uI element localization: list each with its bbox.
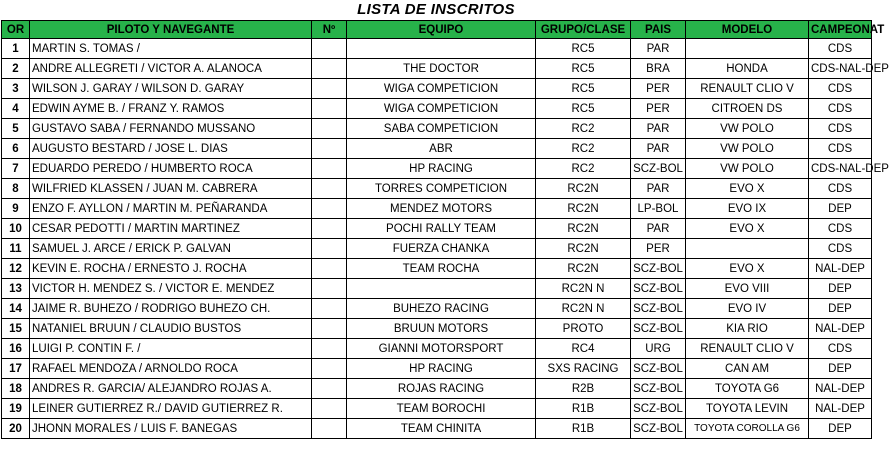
cell-grupo: RC2N bbox=[536, 199, 631, 219]
cell-piloto: ANDRES R. GARCIA/ ALEJANDRO ROJAS A. bbox=[30, 379, 312, 399]
cell-equipo: BRUUN MOTORS bbox=[347, 319, 536, 339]
cell-or: 6 bbox=[2, 139, 30, 159]
cell-modelo: TOYOTA COROLLA G6 bbox=[686, 419, 809, 439]
cell-piloto: WILFRIED KLASSEN / JUAN M. CABRERA bbox=[30, 179, 312, 199]
cell-num bbox=[312, 139, 347, 159]
cell-grupo: RC5 bbox=[536, 99, 631, 119]
table-row bbox=[2, 159, 872, 179]
cell-equipo: FUERZA CHANKA bbox=[347, 239, 536, 259]
cell-equipo: HP RACING bbox=[347, 159, 536, 179]
cell-piloto: JHONN MORALES / LUIS F. BANEGAS bbox=[30, 419, 312, 439]
cell-num bbox=[312, 159, 347, 179]
header-num: Nº bbox=[312, 21, 347, 39]
cell-piloto: RAFAEL MENDOZA / ARNOLDO ROCA bbox=[30, 359, 312, 379]
cell-modelo: TOYOTA G6 bbox=[686, 379, 809, 399]
cell-grupo: RC5 bbox=[536, 59, 631, 79]
header-piloto: PILOTO Y NAVEGANTE bbox=[30, 21, 312, 39]
cell-piloto: LUIGI P. CONTIN F. / bbox=[30, 339, 312, 359]
cell-num bbox=[312, 299, 347, 319]
table-row bbox=[2, 99, 872, 119]
cell-pais: SCZ-BOL bbox=[631, 279, 686, 299]
cell-num bbox=[312, 319, 347, 339]
header-equipo: EQUIPO bbox=[347, 21, 536, 39]
cell-num bbox=[312, 279, 347, 299]
cell-num bbox=[312, 339, 347, 359]
cell-or: 19 bbox=[2, 399, 30, 419]
cell-grupo: SXS RACING bbox=[536, 359, 631, 379]
cell-grupo: PROTO bbox=[536, 319, 631, 339]
cell-equipo: TEAM ROCHA bbox=[347, 259, 536, 279]
cell-grupo: RC2N N bbox=[536, 299, 631, 319]
cell-or: 18 bbox=[2, 379, 30, 399]
cell-modelo: VW POLO bbox=[686, 159, 809, 179]
cell-pais: SCZ-BOL bbox=[631, 319, 686, 339]
cell-pais: URG bbox=[631, 339, 686, 359]
cell-piloto: SAMUEL J. ARCE / ERICK P. GALVAN bbox=[30, 239, 312, 259]
table-row bbox=[2, 199, 872, 219]
cell-or: 17 bbox=[2, 359, 30, 379]
cell-num bbox=[312, 219, 347, 239]
cell-piloto: WILSON J. GARAY / WILSON D. GARAY bbox=[30, 79, 312, 99]
cell-modelo: TOYOTA LEVIN bbox=[686, 399, 809, 419]
cell-num bbox=[312, 359, 347, 379]
cell-pais: PAR bbox=[631, 179, 686, 199]
cell-equipo: BUHEZO RACING bbox=[347, 299, 536, 319]
cell-grupo: RC2 bbox=[536, 119, 631, 139]
cell-piloto: AUGUSTO BESTARD / JOSE L. DIAS bbox=[30, 139, 312, 159]
cell-num bbox=[312, 39, 347, 59]
cell-num bbox=[312, 59, 347, 79]
table-row bbox=[2, 179, 872, 199]
cell-or: 9 bbox=[2, 199, 30, 219]
cell-campeonato: DEP bbox=[809, 359, 872, 379]
cell-modelo: HONDA bbox=[686, 59, 809, 79]
cell-modelo: RENAULT CLIO V bbox=[686, 79, 809, 99]
cell-campeonato: DEP bbox=[809, 279, 872, 299]
cell-piloto: ENZO F. AYLLON / MARTIN M. PEÑARANDA bbox=[30, 199, 312, 219]
cell-grupo: R1B bbox=[536, 419, 631, 439]
cell-campeonato: NAL-DEP bbox=[809, 399, 872, 419]
table-row bbox=[2, 239, 872, 259]
cell-or: 16 bbox=[2, 339, 30, 359]
cell-equipo: TEAM BOROCHI bbox=[347, 399, 536, 419]
table-row bbox=[2, 299, 872, 319]
cell-grupo: R2B bbox=[536, 379, 631, 399]
table-row bbox=[2, 59, 872, 79]
cell-or: 13 bbox=[2, 279, 30, 299]
cell-equipo: TEAM CHINITA bbox=[347, 419, 536, 439]
cell-piloto: EDUARDO PEREDO / HUMBERTO ROCA bbox=[30, 159, 312, 179]
header-modelo: MODELO bbox=[686, 21, 809, 39]
cell-pais: SCZ-BOL bbox=[631, 379, 686, 399]
cell-or: 14 bbox=[2, 299, 30, 319]
cell-num bbox=[312, 119, 347, 139]
table-row bbox=[2, 39, 872, 59]
header-campeonato: CAMPEONAT bbox=[809, 21, 872, 39]
cell-pais: BRA bbox=[631, 59, 686, 79]
table-row bbox=[2, 259, 872, 279]
table-row bbox=[2, 79, 872, 99]
header-grupo: GRUPO/CLASE bbox=[536, 21, 631, 39]
cell-campeonato: CDS-NAL-DEP bbox=[809, 59, 872, 79]
cell-pais: PER bbox=[631, 79, 686, 99]
cell-pais: SCZ-BOL bbox=[631, 159, 686, 179]
cell-equipo: POCHI RALLY TEAM bbox=[347, 219, 536, 239]
cell-num bbox=[312, 259, 347, 279]
cell-grupo: RC2N bbox=[536, 239, 631, 259]
cell-campeonato: CDS bbox=[809, 39, 872, 59]
cell-grupo: RC5 bbox=[536, 79, 631, 99]
cell-equipo bbox=[347, 279, 536, 299]
cell-campeonato: CDS-NAL-DEP bbox=[809, 159, 872, 179]
cell-modelo: KIA RIO bbox=[686, 319, 809, 339]
header-pais: PAIS bbox=[631, 21, 686, 39]
table-row bbox=[2, 119, 872, 139]
cell-campeonato: CDS bbox=[809, 339, 872, 359]
cell-or: 10 bbox=[2, 219, 30, 239]
cell-num bbox=[312, 199, 347, 219]
cell-piloto: KEVIN E. ROCHA / ERNESTO J. ROCHA bbox=[30, 259, 312, 279]
cell-grupo: RC2N bbox=[536, 259, 631, 279]
cell-pais: PAR bbox=[631, 219, 686, 239]
table-row bbox=[2, 379, 872, 399]
cell-pais: SCZ-BOL bbox=[631, 359, 686, 379]
cell-pais: SCZ-BOL bbox=[631, 299, 686, 319]
table-row bbox=[2, 399, 872, 419]
cell-grupo: RC2N bbox=[536, 179, 631, 199]
cell-campeonato: CDS bbox=[809, 119, 872, 139]
header-row bbox=[2, 21, 872, 39]
cell-modelo: EVO X bbox=[686, 219, 809, 239]
cell-or: 5 bbox=[2, 119, 30, 139]
cell-modelo bbox=[686, 39, 809, 59]
cell-piloto: CESAR PEDOTTI / MARTIN MARTINEZ bbox=[30, 219, 312, 239]
cell-grupo: RC2N bbox=[536, 219, 631, 239]
cell-num bbox=[312, 419, 347, 439]
cell-pais: SCZ-BOL bbox=[631, 419, 686, 439]
table-row bbox=[2, 139, 872, 159]
cell-or: 3 bbox=[2, 79, 30, 99]
table-row bbox=[2, 279, 872, 299]
cell-grupo: RC2N N bbox=[536, 279, 631, 299]
cell-equipo: MENDEZ MOTORS bbox=[347, 199, 536, 219]
table-row bbox=[2, 319, 872, 339]
cell-or: 2 bbox=[2, 59, 30, 79]
cell-piloto: VICTOR H. MENDEZ S. / VICTOR E. MENDEZ bbox=[30, 279, 312, 299]
cell-grupo: RC4 bbox=[536, 339, 631, 359]
inscritos-table bbox=[1, 20, 889, 439]
cell-modelo: EVO X bbox=[686, 259, 809, 279]
cell-or: 8 bbox=[2, 179, 30, 199]
cell-modelo: EVO IX bbox=[686, 199, 809, 219]
cell-campeonato: CDS bbox=[809, 99, 872, 119]
cell-modelo: CAN AM bbox=[686, 359, 809, 379]
cell-pais: LP-BOL bbox=[631, 199, 686, 219]
cell-modelo: RENAULT CLIO V bbox=[686, 339, 809, 359]
page-title: LISTA DE INSCRITOS bbox=[357, 1, 515, 18]
table-row bbox=[2, 219, 872, 239]
cell-modelo bbox=[686, 239, 809, 259]
cell-campeonato: CDS bbox=[809, 79, 872, 99]
cell-num bbox=[312, 379, 347, 399]
cell-campeonato: DEP bbox=[809, 299, 872, 319]
cell-pais: PAR bbox=[631, 119, 686, 139]
cell-campeonato: DEP bbox=[809, 199, 872, 219]
cell-grupo: RC5 bbox=[536, 39, 631, 59]
cell-or: 11 bbox=[2, 239, 30, 259]
cell-num bbox=[312, 399, 347, 419]
cell-equipo: TORRES COMPETICION bbox=[347, 179, 536, 199]
cell-campeonato: DEP bbox=[809, 419, 872, 439]
cell-campeonato: NAL-DEP bbox=[809, 319, 872, 339]
cell-equipo: WIGA COMPETICION bbox=[347, 99, 536, 119]
cell-equipo: ABR bbox=[347, 139, 536, 159]
cell-campeonato: NAL-DEP bbox=[809, 259, 872, 279]
cell-equipo: THE DOCTOR bbox=[347, 59, 536, 79]
cell-or: 1 bbox=[2, 39, 30, 59]
cell-pais: PAR bbox=[631, 139, 686, 159]
cell-equipo: SABA COMPETICION bbox=[347, 119, 536, 139]
cell-or: 4 bbox=[2, 99, 30, 119]
cell-equipo: WIGA COMPETICION bbox=[347, 79, 536, 99]
cell-campeonato: CDS bbox=[809, 219, 872, 239]
cell-piloto: LEINER GUTIERREZ R./ DAVID GUTIERREZ R. bbox=[30, 399, 312, 419]
cell-piloto: ANDRE ALLEGRETI / VICTOR A. ALANOCA bbox=[30, 59, 312, 79]
table-row bbox=[2, 359, 872, 379]
table-row bbox=[2, 419, 872, 439]
cell-modelo: CITROEN DS bbox=[686, 99, 809, 119]
cell-pais: SCZ-BOL bbox=[631, 259, 686, 279]
cell-modelo: VW POLO bbox=[686, 139, 809, 159]
header-or: OR bbox=[2, 21, 30, 39]
cell-grupo: RC2 bbox=[536, 139, 631, 159]
cell-modelo: VW POLO bbox=[686, 119, 809, 139]
cell-modelo: EVO IV bbox=[686, 299, 809, 319]
cell-piloto: EDWIN AYME B. / FRANZ Y. RAMOS bbox=[30, 99, 312, 119]
cell-campeonato: CDS bbox=[809, 239, 872, 259]
table-row bbox=[2, 339, 872, 359]
cell-pais: PAR bbox=[631, 39, 686, 59]
cell-num bbox=[312, 239, 347, 259]
cell-or: 7 bbox=[2, 159, 30, 179]
cell-pais: SCZ-BOL bbox=[631, 399, 686, 419]
cell-or: 12 bbox=[2, 259, 30, 279]
cell-or: 15 bbox=[2, 319, 30, 339]
cell-campeonato: CDS bbox=[809, 139, 872, 159]
cell-num bbox=[312, 179, 347, 199]
cell-equipo: HP RACING bbox=[347, 359, 536, 379]
cell-equipo: ROJAS RACING bbox=[347, 379, 536, 399]
cell-equipo: GIANNI MOTORSPORT bbox=[347, 339, 536, 359]
cell-campeonato: CDS bbox=[809, 179, 872, 199]
cell-pais: PER bbox=[631, 239, 686, 259]
cell-equipo bbox=[347, 39, 536, 59]
cell-piloto: MARTIN S. TOMAS / bbox=[30, 39, 312, 59]
cell-piloto: JAIME R. BUHEZO / RODRIGO BUHEZO CH. bbox=[30, 299, 312, 319]
cell-modelo: EVO VIII bbox=[686, 279, 809, 299]
cell-or: 20 bbox=[2, 419, 30, 439]
cell-pais: PER bbox=[631, 99, 686, 119]
cell-campeonato: NAL-DEP bbox=[809, 379, 872, 399]
cell-grupo: R1B bbox=[536, 399, 631, 419]
cell-grupo: RC2 bbox=[536, 159, 631, 179]
cell-piloto: NATANIEL BRUUN / CLAUDIO BUSTOS bbox=[30, 319, 312, 339]
cell-modelo: EVO X bbox=[686, 179, 809, 199]
cell-piloto: GUSTAVO SABA / FERNANDO MUSSANO bbox=[30, 119, 312, 139]
cell-num bbox=[312, 79, 347, 99]
cell-num bbox=[312, 99, 347, 119]
